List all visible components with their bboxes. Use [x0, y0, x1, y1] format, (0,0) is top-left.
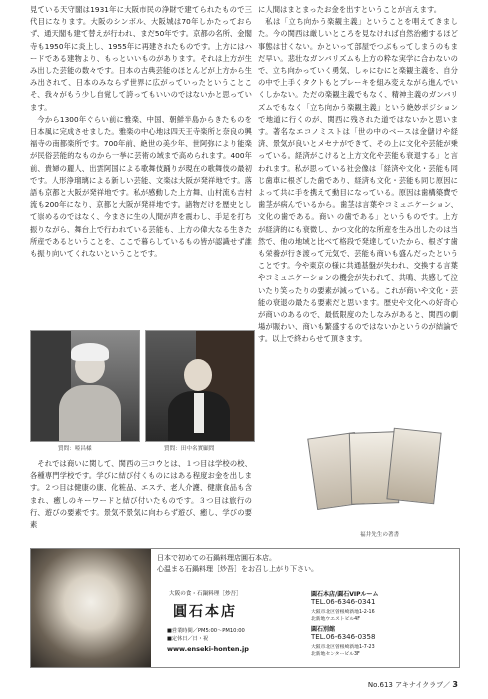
paragraph: それでは商いに関して、関西の三コウとは、１つ目は学校の校、各種専門学校です。学びに結び付くものにはある程度お金を出します。２つ目は健康の康、化粧品、エステ、老人介護、健康食品も含まれ、癒しのキーワードと結び付いたものです。３つ目は旅行の行、遊びの要素です。景気不景気に向わらず遊び、癒し、学びの要素 [30, 459, 252, 530]
ad-hours: ■営業時間／PM5:00～PM10:00 [167, 628, 245, 634]
ad-url: www.enseki-honten.jp [167, 645, 249, 653]
ad-store1-addr1: 大阪市北区曽根崎新地1-2-16 [311, 610, 375, 615]
right-column [258, 4, 458, 346]
book-caption: 福井先生の著書 [360, 532, 400, 538]
ad-store2-addr1: 大阪市北区曽根崎新地1-7-23 [311, 645, 375, 650]
paragraph: 見ている天守閣は1931年に大阪市民の浄財で建てられたもので三代目になります。大阪のシンボル、大阪城は70年しかたっておらず、通天閣も建て替えが行われ、まだ50年です。京都の名所、金閣寺も1950年に炎上し、1955年に再建されたものです。上方にはハードである建物より、もっといいものがあります。それは上方が生み出した芸能の数々です。日本の古典芸能のほとんどが上方から生み出されて、日本のみならず世界に広がっていったということこそ、我々がもう少し自覚して誇ってもいいのではないかと思っています。 [30, 5, 252, 112]
ad-logo: 圓石本店 [173, 604, 237, 620]
book-cover-3 [386, 428, 441, 505]
ad-store1-addr2: 北新地ウエストビル4F [311, 617, 360, 622]
photo-caption-right: 質問：田中名實顧問 [164, 446, 215, 452]
paragraph: 私は「立ち向かう楽観主義」ということを唱えてきました。今の関西は厳しいところを見なければ自然治癒するほど事態は甘くない。かといって部屋でつぶもってしまうのもまだ早い。悲壮なガンバリズムも上方の粋な実学に合わないので、立ち向かっていく勇気、しゃにむにと楽観主義を、自分の中で上手くタクトもとプレーキを組み変えながら進んでいくしかない。ただの楽観主義でもなく、精神主義のガンバリズムでもなく「立ち向かう楽観主義」という絶妙ポジションで地道に行くのが、関西に残された道ではないかと思います。著名なエコノミストは「世の中のベースは金儲けや経済、景気が良いとメセナができて、その上に文化や芸能が乗っている。経済がこけると上方文化や芸能も衰退する」と言われます。私が思っている社会像は「経済や文化・芸能も同じ歯車に根ざした歯であり、経済も文化・芸能も同じ原因によって共に手を携えて動目になっている。原因は歯構築費で歯茎が病んでいるから。歯茎は言葉やコミュニケーション、文化の歯である。商い の歯である」というものです。上方が経済的にも衰微し、かつ文化的な所産を生み出したのは当然で、他の地域と比べて格段で発達していたから、根ざす歯も栄養が行き渡って元気で、芸能も商いも盛んだったということです。今や東京の様に共通基盤が失われ、交換する言葉やコミュニケーションの機会が失われて、共鳴、共感して泣いたり笑ったりの要素が減っている。これが商いや文化・芸能の衰退の最たる要素だと思います。歴史や文化への好奇心が商いのあるので、最低限度のたしなみがあると、関西の劇場が賑わい、商いも繁盛するのではないかというのが結論です。以上で終わらせて頂きます。 [258, 17, 458, 344]
ad-store1-tel: TEL.06-6346-0341 [311, 598, 376, 606]
ad-store2-tel: TEL.06-6346-0358 [311, 633, 376, 641]
paragraph: に人間はまとまったお金を出すということが言えます。 [258, 5, 442, 14]
page-footer [368, 680, 458, 690]
ad-headline-2: 心温まる石鍋料理［炒吾］をお召し上がり下さい。 [157, 565, 318, 573]
photo-questioner-1 [30, 330, 140, 442]
ad-closed: ■定休日／日・祝 [167, 636, 209, 642]
left-column [30, 4, 252, 260]
ad-store1-name: 圓石本店/圓石VIPルーム [311, 591, 379, 598]
left-column-bottom [30, 458, 252, 531]
issue-number: No.613 [367, 681, 393, 689]
photo-caption-left: 質問：啞昌様 [58, 446, 92, 452]
ad-store2-name: 圓石別館 [311, 626, 336, 633]
ad-headline-1: 日本で初めての石鍋料理店圓石本店。 [157, 554, 276, 562]
ad-store2-addr2: 北新地センタービル3F [311, 652, 360, 657]
ad-tagline: 大阪の食・石鍋料理［炒吾］ [169, 591, 242, 597]
page-number: 3 [452, 680, 458, 689]
magazine-name: アキナイクラブ／ [395, 681, 451, 689]
advertisement [30, 548, 460, 668]
paragraph: 今から1300年ぐらい前に雅楽、中国、朝鮮半島からきたものを日本風に完成させました。雅楽の中心地は四天王寺楽所と奈良の興福寺の南都楽所です。700年前、絶世の美少年、世阿弥により能楽が民俗芸能的なものから一挙に芸術の域まで高められます。400年前、貴婦の麗人、出雲阿国による歌舞伎踊りが現在の歌舞伎の最初です。人形浄瑠璃による新しい芸能、文楽は大阪が発祥地です。落語も京都と大阪が発祥地です。私が感動した上方舞、山村流も吉村流も200年になり、京都と大阪が発祥地です。諸物だけを歴史として崇めるのではなく、今まさに生の人間が声を震わし、手足を打ち振りながら、舞台上で行われている芸能も、上方の偉大なる生きた所産であるということを、ここで暮らしているもの皆が認識せず誰も振り向いてくれないということです。 [30, 114, 252, 259]
photo-questioner-2 [145, 330, 255, 442]
ad-food-photo [31, 549, 151, 667]
